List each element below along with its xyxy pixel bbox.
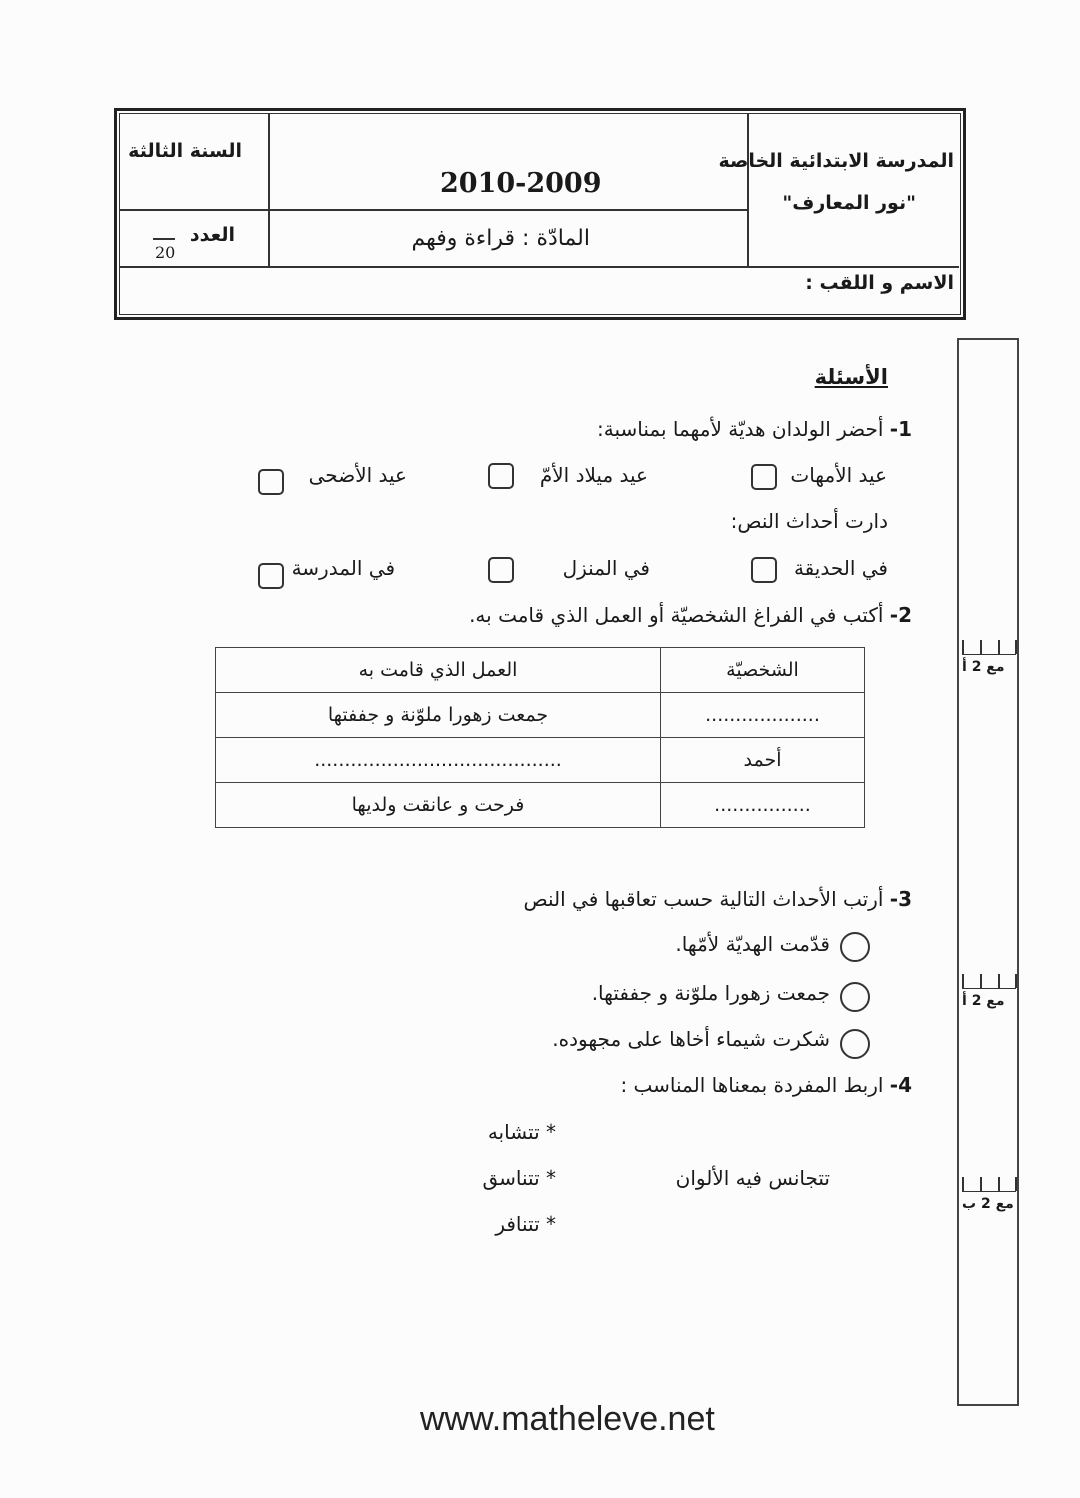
criterion-score-2: مع 2 أ bbox=[962, 993, 1005, 1009]
q2-question: أكتب في الفراغ الشخصيّة أو العمل الذي قامت به. bbox=[469, 603, 884, 627]
q1-option-2-label: عيد ميلاد الأمّ bbox=[539, 463, 648, 487]
score-ticks-1 bbox=[962, 640, 1016, 655]
q4-word-2[interactable]: * تتناسق bbox=[482, 1166, 556, 1190]
table-header-row bbox=[216, 648, 865, 693]
cell-action-3: فرحت و عانقت ولديها bbox=[216, 783, 661, 828]
q1-text bbox=[597, 417, 912, 441]
q1-number: 1- bbox=[889, 417, 912, 441]
q3-text bbox=[524, 887, 912, 911]
q1-option-1-checkbox[interactable] bbox=[751, 464, 777, 490]
score-label: العدد bbox=[189, 224, 235, 246]
school-title: "نور المعارف" bbox=[782, 192, 916, 214]
q1-option-3-label: عيد الأضحى bbox=[308, 463, 407, 487]
table-row bbox=[216, 693, 865, 738]
q1-text-2: دارت أحداث النص: bbox=[730, 509, 888, 533]
header-action: العمل الذي قامت به bbox=[216, 648, 661, 693]
cell-character-2: أحمد bbox=[661, 738, 865, 783]
q1-place-2-checkbox[interactable] bbox=[488, 557, 514, 583]
q1-place-3-label: في المدرسة bbox=[291, 556, 395, 580]
website-watermark: www.matheleve.net bbox=[420, 1400, 715, 1438]
character-table bbox=[215, 647, 865, 828]
q2-text bbox=[469, 603, 912, 627]
score-margin-column bbox=[957, 338, 1019, 1406]
criterion-score-1: مع 2 أ bbox=[962, 659, 1005, 675]
score-total: 20 bbox=[155, 243, 176, 262]
q1-option-1-label: عيد الأمهات bbox=[790, 463, 887, 487]
school-name: المدرسة الابتدائية الخاصة bbox=[718, 150, 954, 172]
q3-order-circle-2[interactable] bbox=[840, 982, 870, 1012]
q1-place-1-checkbox[interactable] bbox=[751, 557, 777, 583]
q3-event-1: قدّمت الهديّة لأمّها. bbox=[675, 932, 830, 956]
q1-question: أحضر الولدان هديّة لأمهما بمناسبة: bbox=[597, 417, 884, 441]
header-character: الشخصيّة bbox=[661, 648, 865, 693]
cell-character-3[interactable]: ................ bbox=[661, 783, 865, 828]
q1-place-3-checkbox[interactable] bbox=[258, 563, 284, 589]
q3-order-circle-3[interactable] bbox=[840, 1029, 870, 1059]
table-row bbox=[216, 783, 865, 828]
cell-character-1[interactable]: ................... bbox=[661, 693, 865, 738]
q1-place-2-label: في المنزل bbox=[562, 556, 650, 580]
q3-number: 3- bbox=[889, 887, 912, 911]
q4-text bbox=[620, 1073, 912, 1097]
score-ticks-3 bbox=[962, 1177, 1016, 1192]
q4-word-3[interactable]: * تتنافر bbox=[495, 1212, 556, 1236]
q4-number: 4- bbox=[889, 1073, 912, 1097]
q1-option-2-checkbox[interactable] bbox=[488, 463, 514, 489]
q3-order-circle-1[interactable] bbox=[840, 932, 870, 962]
score-ticks-2 bbox=[962, 974, 1016, 989]
cell-action-2[interactable]: ......................................... bbox=[216, 738, 661, 783]
q3-question: أرتب الأحداث التالية حسب تعاقبها في النص bbox=[523, 887, 884, 911]
q4-question: اربط المفردة بمعناها المناسب : bbox=[620, 1073, 884, 1097]
cell-action-1: جمعت زهورا ملوّنة و جففتها bbox=[216, 693, 661, 738]
name-field-label: الاسم و اللقب : bbox=[805, 272, 954, 294]
subject: المادّة : قراءة وفهم bbox=[411, 226, 590, 251]
q4-meaning[interactable]: تتجانس فيه الألوان bbox=[675, 1166, 830, 1190]
q1-option-3-checkbox[interactable] bbox=[258, 469, 284, 495]
questions-title: الأسئلة bbox=[814, 365, 888, 389]
q1-place-1-label: في الحديقة bbox=[793, 556, 888, 580]
table-row bbox=[216, 738, 865, 783]
q4-word-1[interactable]: * تتشابه bbox=[487, 1120, 556, 1144]
grade-level: السنة الثالثة bbox=[128, 140, 242, 162]
q3-event-2: جمعت زهورا ملوّنة و جففتها. bbox=[591, 981, 830, 1005]
school-year: 2010-2009 bbox=[440, 168, 602, 199]
criterion-score-3: مع 2 ب bbox=[962, 1196, 1014, 1212]
score-fraction-bar bbox=[153, 238, 175, 240]
q2-number: 2- bbox=[889, 603, 912, 627]
q3-event-3: شكرت شيماء أخاها على مجهوده. bbox=[552, 1027, 830, 1051]
